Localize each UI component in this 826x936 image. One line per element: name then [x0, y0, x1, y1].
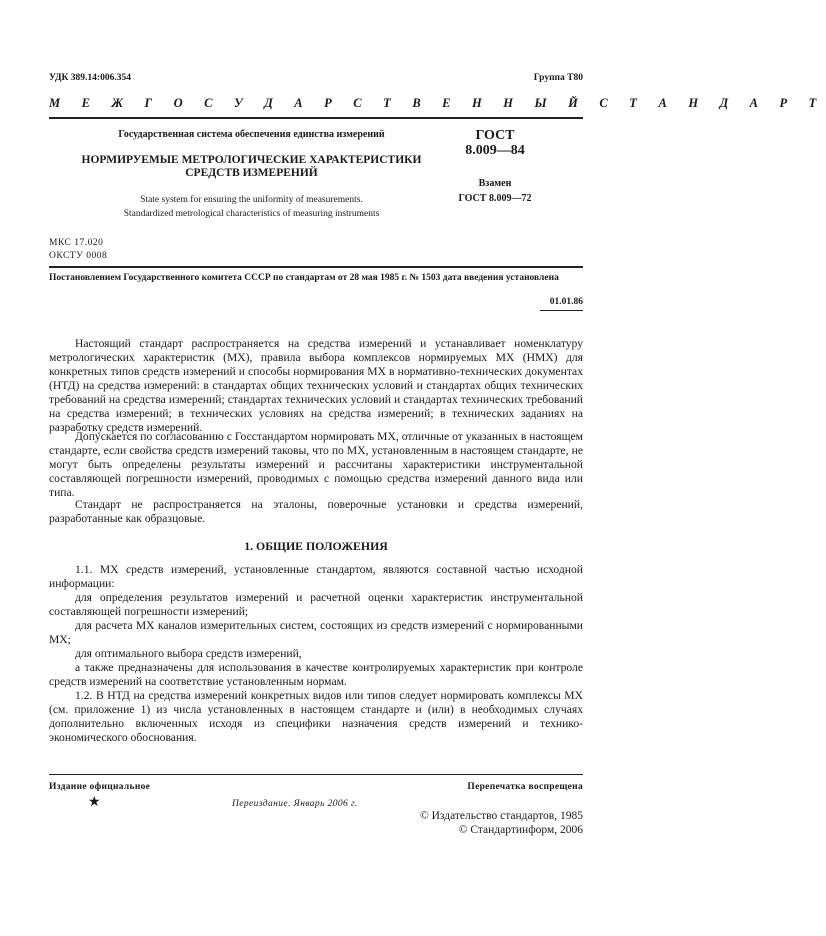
reprint-prohibited: Перепечатка воспрещена: [467, 782, 583, 792]
group-code: Группа Т80: [533, 73, 583, 83]
udk-code: УДК 389.14:006.354: [49, 73, 131, 83]
gost-number: 8.009—84: [465, 143, 525, 158]
clause-1-2: 1.2. В НТД на средства измерений конкретных видов или типов следует нормировать комплексы МХ (см. приложение 1) из числа установленных в настоящем стандарте и (или) в необходимых случаях дополнительно включенных исходя из специфики назначения средств измерений и технико-экономического обоснования.: [49, 689, 583, 744]
star-icon: ★: [88, 795, 101, 810]
intro-paragraph-1: Настоящий стандарт распространяется на средства измерений и устанавливает номенклатуру метрологических характеристик (МХ), правила выбора комплексов нормируемых МХ (НМХ) для конкретных типов средств измерений и способы нормирования МХ в нормативно-технических документах (НТД) на средства измерений: в стандартах общих технических условий и стандартах общих технических требований на средства измерений; стандартах технических условий и стандартах технических требований на средства измерений; в технических условиях на средства измерений; в технических заданиях на разработку средств измерений.: [49, 337, 583, 434]
copyright-publisher: © Издательство стандартов, 1985: [419, 810, 583, 822]
header-rule: [49, 117, 583, 119]
interstate-standard-banner: М Е Ж Г О С У Д А Р С Т В Е Н Н Ы Й С Т А Н Д А Р Т: [49, 96, 826, 110]
decree-text: Постановлением Государственного комитета СССР по стандартам от 28 мая 1985 г. № 1503 дата введения установлена: [49, 273, 559, 283]
english-title-line-2: Standardized metrological characteristics of measuring instruments: [123, 209, 380, 219]
date-underline: [540, 310, 583, 311]
title-line-2: СРЕДСТВ ИЗМЕРЕНИЙ: [185, 167, 318, 179]
title-line-1: НОРМИРУЕМЫЕ МЕТРОЛОГИЧЕСКИЕ ХАРАКТЕРИСТИКИ: [81, 154, 422, 166]
okstu-code: ОКСТУ 0008: [49, 251, 108, 261]
clause-1-1-item-c: для оптимального выбора средств измерений,: [75, 647, 302, 660]
english-title-line-1: State system for ensuring the uniformity of measurements.: [140, 195, 363, 205]
clause-1-1-item-a: для определения результатов измерений и расчетной оценки характеристик инструментальной составляющей погрешности измерений;: [49, 591, 583, 618]
section-heading: 1. ОБЩИЕ ПОЛОЖЕНИЯ: [244, 539, 388, 553]
introduction-date: 01.01.86: [549, 297, 583, 307]
reissue-note: Переиздание. Январь 2006 г.: [232, 799, 358, 809]
official-edition: Издание официальное: [49, 782, 151, 792]
footer-rule: [49, 774, 583, 775]
gost-label: ГОСТ: [475, 128, 515, 143]
intro-paragraph-3: Стандарт не распространяется на эталоны, поверочные установки и средства измерений, разработанные как образцовые.: [49, 498, 583, 525]
codes-rule: [49, 266, 583, 268]
replaced-label: Взамен: [478, 178, 512, 189]
mks-code: МКС 17.020: [49, 238, 104, 248]
clause-1-1-item-b: для расчета МХ каналов измерительных систем, состоящих из средств измерений с нормированными МХ;: [49, 619, 583, 646]
system-name: Государственная система обеспечения единства измерений: [118, 129, 385, 140]
copyright-standartinform: © Стандартинформ, 2006: [458, 824, 583, 836]
replaced-gost-number: ГОСТ 8.009—72: [458, 193, 532, 204]
clause-1-1: 1.1. МХ средств измерений, установленные стандартом, являются составной частью исходной информации:: [49, 563, 583, 590]
intro-paragraph-2: Допускается по согласованию с Госстандартом нормировать МХ, отличные от указанных в настоящем стандарте, если свойства средств измерений таковы, что по МХ, установленным в настоящем стандарте, не могут быть определены результаты измерений и рассчитаны характеристики инструментальной составляющей погрешности измерений, проводимых с помощью средства измерений данного вида или типа.: [49, 430, 583, 499]
clause-1-1-item-d: а также предназначены для использования в качестве контролируемых характеристик при контроле средств измерений на соответствие установленным нормам.: [49, 661, 583, 688]
